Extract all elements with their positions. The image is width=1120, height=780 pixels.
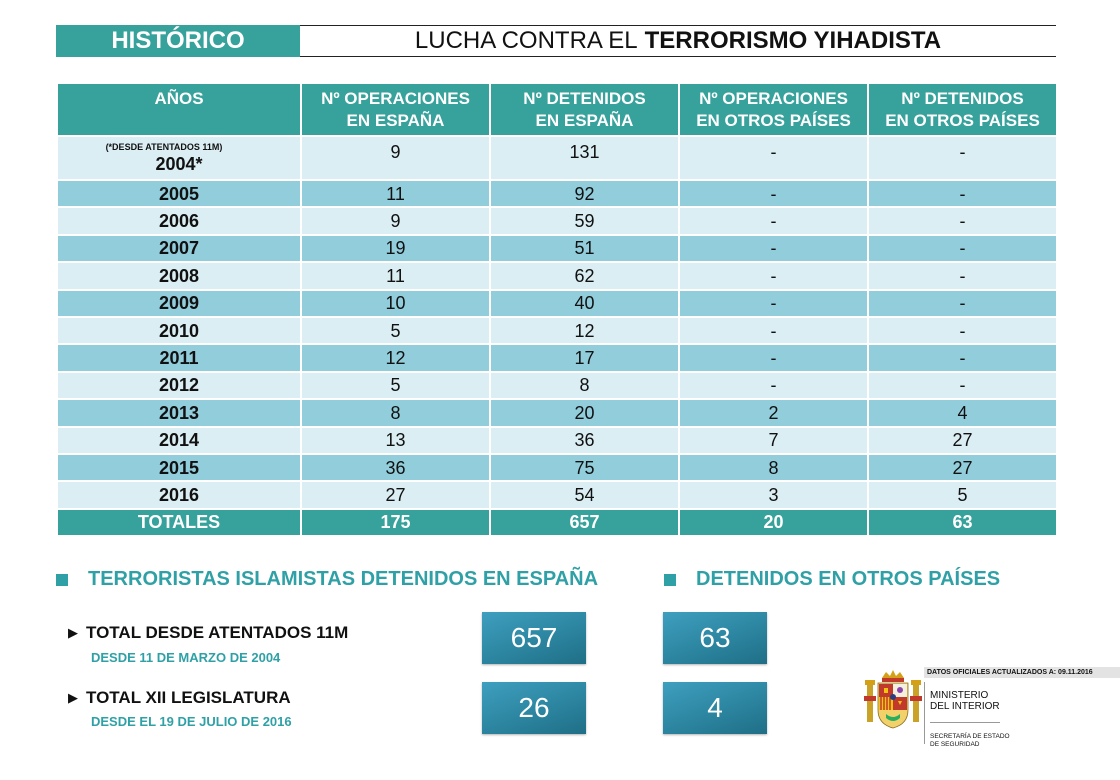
- value-cell: 5: [301, 372, 490, 399]
- total-legislatura-label: [68, 688, 291, 708]
- column-header: [868, 83, 1057, 136]
- totals-value: 20: [679, 509, 868, 536]
- column-header-line: EN OTROS PAÍSES: [696, 110, 851, 130]
- value-cell: 11: [301, 180, 490, 207]
- year-label: 2004*: [155, 153, 203, 174]
- total-legislatura-spain-value: 26: [482, 682, 586, 734]
- table-row: [57, 372, 1057, 399]
- table-row: [57, 317, 1057, 344]
- page-title-bold: TERRORISMO YIHADISTA: [644, 27, 942, 54]
- value-cell: 2: [679, 399, 868, 426]
- column-header-line: Nº DETENIDOS: [901, 88, 1024, 108]
- value-cell: 27: [868, 427, 1057, 454]
- value-cell: 51: [490, 235, 679, 262]
- year-cell: 2006: [57, 207, 301, 234]
- value-cell: 8: [301, 399, 490, 426]
- total-legislatura-label-text: TOTAL XII LEGISLATURA: [86, 688, 291, 707]
- totals-label: TOTALES: [57, 509, 301, 536]
- value-cell: 9: [301, 207, 490, 234]
- column-header-line: EN ESPAÑA: [535, 110, 634, 130]
- value-cell: 20: [490, 399, 679, 426]
- total-11m-label-text: TOTAL DESDE ATENTADOS 11M: [86, 623, 349, 642]
- value-cell: -: [868, 317, 1057, 344]
- total-11m-subtitle: DESDE 11 DE MARZO DE 2004: [91, 650, 281, 665]
- table-row: [57, 136, 1057, 180]
- ministry-name-line1: MINISTERIO: [930, 690, 989, 701]
- value-cell: -: [868, 207, 1057, 234]
- totals-row: [57, 509, 1057, 536]
- value-cell: -: [868, 344, 1057, 371]
- totals-value: 657: [490, 509, 679, 536]
- value-cell: -: [679, 344, 868, 371]
- value-cell: 5: [868, 481, 1057, 508]
- section-label: HISTÓRICO: [56, 25, 300, 57]
- total-11m-other-value: 63: [663, 612, 767, 664]
- total-legislatura-other-value: 4: [663, 682, 767, 734]
- year-cell: 2014: [57, 427, 301, 454]
- value-cell: -: [679, 207, 868, 234]
- column-header: [679, 83, 868, 136]
- table-row: [57, 427, 1057, 454]
- table-row: [57, 290, 1057, 317]
- column-header-line: Nº OPERACIONES: [699, 88, 848, 108]
- total-legislatura-subtitle: DESDE EL 19 DE JULIO DE 2016: [91, 714, 292, 729]
- totals-value: 175: [301, 509, 490, 536]
- value-cell: 3: [679, 481, 868, 508]
- column-header: [301, 83, 490, 136]
- other-section-title: [664, 568, 1000, 591]
- value-cell: 62: [490, 262, 679, 289]
- secretaria-name: [930, 733, 1010, 749]
- value-cell: -: [679, 180, 868, 207]
- year-cell: 2012: [57, 372, 301, 399]
- value-cell: 19: [301, 235, 490, 262]
- spain-section-title: [56, 568, 598, 591]
- value-cell: -: [868, 235, 1057, 262]
- column-header-line: AÑOS: [154, 89, 204, 108]
- value-cell: 11: [301, 262, 490, 289]
- data-updated-note: DATOS OFICIALES ACTUALIZADOS A: 09.11.2016: [924, 667, 1120, 678]
- year-cell: 2013: [57, 399, 301, 426]
- value-cell: 4: [868, 399, 1057, 426]
- value-cell: -: [679, 136, 868, 180]
- value-cell: -: [868, 372, 1057, 399]
- history-table: [56, 82, 1058, 537]
- secretaria-name-line2: DE SEGURIDAD: [930, 741, 980, 748]
- totals-value: 63: [868, 509, 1057, 536]
- other-section-title-text: DETENIDOS EN OTROS PAÍSES: [696, 568, 1001, 590]
- page-title-plain: LUCHA CONTRA EL: [414, 27, 638, 54]
- value-cell: 40: [490, 290, 679, 317]
- table-row: [57, 235, 1057, 262]
- value-cell: -: [679, 290, 868, 317]
- value-cell: -: [679, 372, 868, 399]
- total-11m-spain-value: 657: [482, 612, 586, 664]
- table-row: [57, 207, 1057, 234]
- value-cell: -: [679, 317, 868, 344]
- value-cell: 10: [301, 290, 490, 317]
- secretaria-name-line1: SECRETARÍA DE ESTADO: [930, 733, 1010, 740]
- value-cell: -: [679, 235, 868, 262]
- value-cell: -: [868, 262, 1057, 289]
- value-cell: 27: [868, 454, 1057, 481]
- year-cell: 2007: [57, 235, 301, 262]
- table-header-row: [57, 83, 1057, 136]
- ministry-name-line2: DEL INTERIOR: [930, 701, 1000, 712]
- spanish-coat-of-arms-icon: [864, 668, 922, 730]
- year-cell: 2005: [57, 180, 301, 207]
- square-bullet-icon: [56, 574, 68, 586]
- year-cell: [57, 136, 301, 180]
- year-cell: 2008: [57, 262, 301, 289]
- column-header: [57, 83, 301, 136]
- value-cell: 59: [490, 207, 679, 234]
- year-cell: 2016: [57, 481, 301, 508]
- value-cell: 12: [301, 344, 490, 371]
- year-cell: 2010: [57, 317, 301, 344]
- table-row: [57, 262, 1057, 289]
- total-11m-label: [68, 623, 348, 643]
- value-cell: 8: [679, 454, 868, 481]
- column-header-line: Nº OPERACIONES: [321, 88, 470, 108]
- value-cell: 36: [301, 454, 490, 481]
- value-cell: -: [679, 262, 868, 289]
- year-cell: 2009: [57, 290, 301, 317]
- value-cell: 75: [490, 454, 679, 481]
- value-cell: 17: [490, 344, 679, 371]
- value-cell: -: [868, 136, 1057, 180]
- table-row: [57, 344, 1057, 371]
- triangle-arrow-icon: ▶: [68, 690, 78, 705]
- page-title: [300, 25, 1056, 57]
- column-header-line: EN ESPAÑA: [346, 110, 445, 130]
- value-cell: -: [868, 290, 1057, 317]
- spain-section-title-text: TERRORISTAS ISLAMISTAS DETENIDOS EN ESPAÑA: [88, 568, 599, 590]
- value-cell: 12: [490, 317, 679, 344]
- table-row: [57, 481, 1057, 508]
- ministry-name: [930, 690, 1000, 712]
- table-row: [57, 454, 1057, 481]
- column-header: [490, 83, 679, 136]
- value-cell: 131: [490, 136, 679, 180]
- square-bullet-icon: [664, 574, 676, 586]
- value-cell: 36: [490, 427, 679, 454]
- value-cell: 8: [490, 372, 679, 399]
- column-header-line: Nº DETENIDOS: [523, 88, 646, 108]
- value-cell: 7: [679, 427, 868, 454]
- value-cell: 9: [301, 136, 490, 180]
- value-cell: 27: [301, 481, 490, 508]
- logo-separator: [930, 722, 1000, 723]
- logo-divider: [924, 682, 925, 744]
- value-cell: 13: [301, 427, 490, 454]
- triangle-arrow-icon: ▶: [68, 625, 78, 640]
- value-cell: 92: [490, 180, 679, 207]
- value-cell: 54: [490, 481, 679, 508]
- year-cell: 2011: [57, 344, 301, 371]
- column-header-line: EN OTROS PAÍSES: [885, 110, 1040, 130]
- first-row-note: (*DESDE ATENTADOS 11M): [105, 141, 223, 152]
- value-cell: 5: [301, 317, 490, 344]
- value-cell: -: [868, 180, 1057, 207]
- table-row: [57, 399, 1057, 426]
- table-row: [57, 180, 1057, 207]
- year-cell: 2015: [57, 454, 301, 481]
